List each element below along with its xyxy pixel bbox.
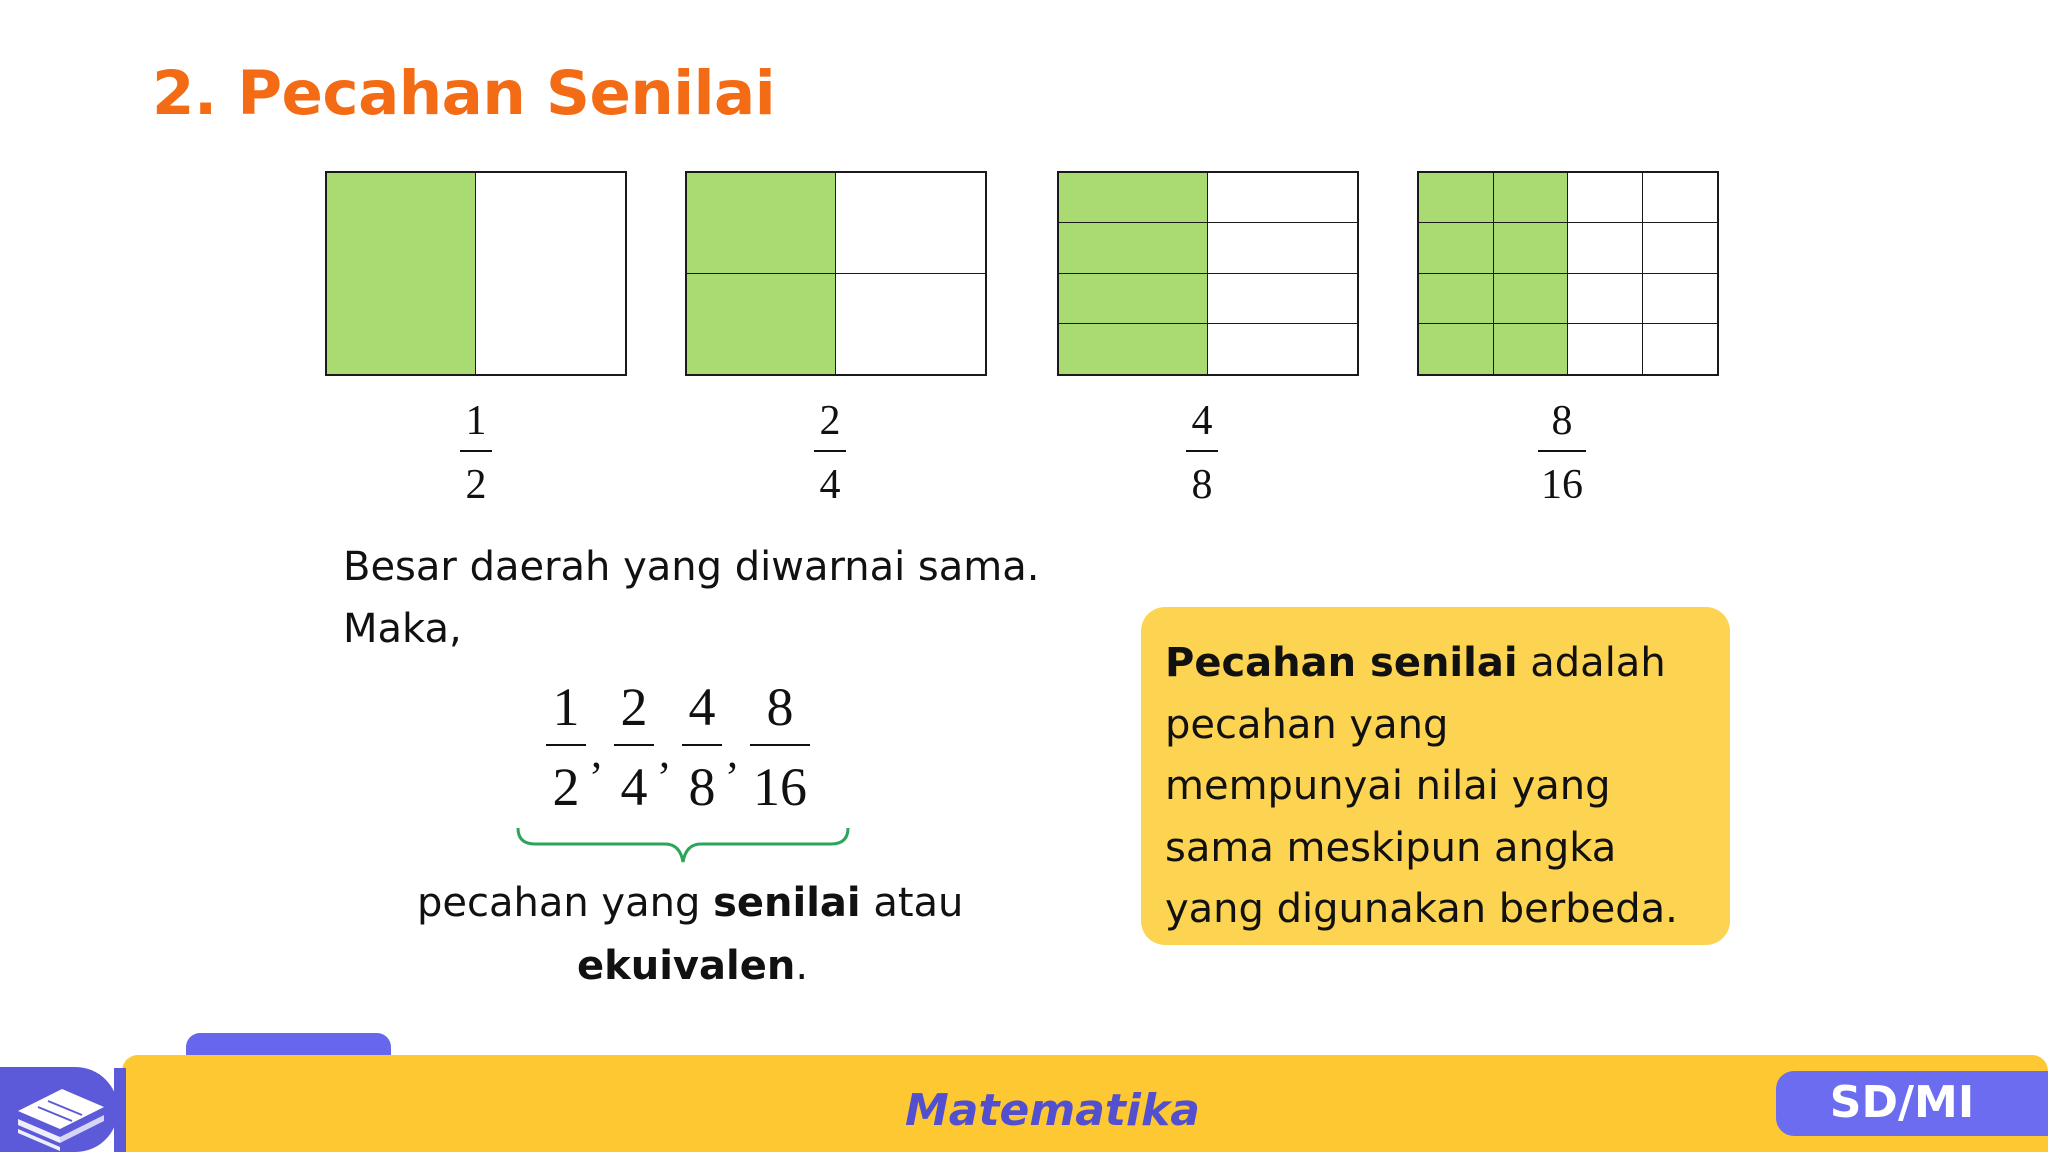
footer-subject: Matematika — [905, 1085, 1200, 1136]
fraction-model-eight-sixteenths — [1417, 171, 1719, 376]
shaded-cell — [1494, 223, 1569, 273]
unshaded-cell — [1568, 173, 1643, 223]
definition-line-4: sama meskipun angka — [1165, 824, 1617, 871]
numerator: 2 — [819, 398, 841, 444]
unshaded-cell — [1643, 324, 1718, 374]
shaded-cell — [1059, 173, 1208, 223]
unshaded-cell — [1568, 223, 1643, 273]
equation-comma: , — [727, 728, 738, 777]
underbrace-icon — [515, 826, 851, 868]
logo — [0, 1067, 118, 1152]
shaded-cell — [1419, 223, 1494, 273]
equation-comma: , — [659, 728, 670, 777]
definition-line-1 — [1165, 633, 1706, 695]
unshaded-cell — [1643, 223, 1718, 273]
shaded-cell — [1419, 173, 1494, 223]
denominator: 4 — [620, 757, 648, 817]
unshaded-cell — [1568, 324, 1643, 374]
fraction-bar — [1186, 450, 1218, 452]
unshaded-cell — [1208, 223, 1357, 273]
brace-caption — [417, 880, 963, 926]
explanation-line-1: Besar daerah yang diwarnai sama. — [343, 544, 1040, 590]
numerator: 8 — [766, 677, 794, 737]
shaded-cell — [327, 173, 476, 374]
fraction-bar — [814, 450, 846, 452]
shaded-cell — [1059, 274, 1208, 324]
denominator: 8 — [1191, 462, 1213, 508]
shaded-cell — [1494, 173, 1569, 223]
fraction-bar — [1538, 450, 1586, 452]
brace-caption-bold: senilai — [713, 880, 861, 926]
fraction-label — [804, 400, 856, 506]
numerator: 4 — [1191, 398, 1213, 444]
definition-line-5: yang digunakan berbeda. — [1165, 886, 1678, 932]
fraction-bar — [546, 744, 586, 746]
unshaded-cell — [1568, 274, 1643, 324]
numerator: 4 — [688, 677, 716, 737]
shaded-cell — [1419, 274, 1494, 324]
page-title: 2. Pecahan Senilai — [152, 58, 776, 129]
definition-term: Pecahan senilai — [1165, 640, 1518, 686]
equation-fraction — [614, 677, 654, 817]
numerator: 2 — [620, 677, 648, 737]
fraction-model-half — [325, 171, 627, 376]
unshaded-cell — [1643, 274, 1718, 324]
denominator: 16 — [1541, 462, 1583, 508]
shaded-cell — [1059, 324, 1208, 374]
definition-rest: adalah — [1517, 640, 1666, 686]
denominator: 16 — [753, 757, 807, 817]
brace-caption-term: ekuivalen — [577, 943, 796, 989]
numerator: 8 — [1551, 398, 1573, 444]
fraction-label — [1176, 400, 1228, 506]
numerator: 1 — [552, 677, 580, 737]
unshaded-cell — [476, 173, 625, 374]
unshaded-cell — [1208, 274, 1357, 324]
fraction-label — [1532, 400, 1592, 506]
fraction-model-four-eighths — [1057, 171, 1359, 376]
fraction-bar — [460, 450, 492, 452]
fraction-bar — [614, 744, 654, 746]
book-stack-icon — [8, 1071, 108, 1151]
brace-caption-period: . — [795, 943, 809, 989]
denominator: 2 — [552, 757, 580, 817]
unshaded-cell — [836, 274, 985, 375]
fraction-bar — [682, 744, 722, 746]
fraction-model-two-fourths — [685, 171, 987, 376]
fraction-bar — [750, 744, 810, 746]
numerator: 1 — [465, 398, 487, 444]
unshaded-cell — [1208, 173, 1357, 223]
brace-caption-mid: atau — [860, 880, 964, 926]
unshaded-cell — [1643, 173, 1718, 223]
brace-caption-line-2 — [577, 943, 808, 989]
level-badge: SD/MI — [1776, 1071, 2048, 1136]
brace-caption-pre: pecahan yang — [417, 880, 714, 926]
shaded-cell — [687, 173, 836, 274]
denominator: 8 — [688, 757, 716, 817]
equation-fraction — [682, 677, 722, 817]
shaded-cell — [687, 274, 836, 375]
fraction-label — [450, 400, 502, 506]
equation-fraction — [546, 677, 586, 817]
unshaded-cell — [1208, 324, 1357, 374]
equation-fraction — [748, 677, 812, 817]
definition-line-3: mempunyai nilai yang — [1165, 763, 1611, 809]
shaded-cell — [1059, 223, 1208, 273]
denominator: 4 — [819, 462, 841, 508]
shaded-cell — [1419, 324, 1494, 374]
definition-callout — [1141, 607, 1730, 945]
equation-comma: , — [591, 728, 602, 777]
shaded-cell — [1494, 324, 1569, 374]
unshaded-cell — [836, 173, 985, 274]
shaded-cell — [1494, 274, 1569, 324]
explanation-line-2: Maka, — [343, 606, 462, 652]
denominator: 2 — [465, 462, 487, 508]
definition-line-2: pecahan yang — [1165, 701, 1449, 748]
